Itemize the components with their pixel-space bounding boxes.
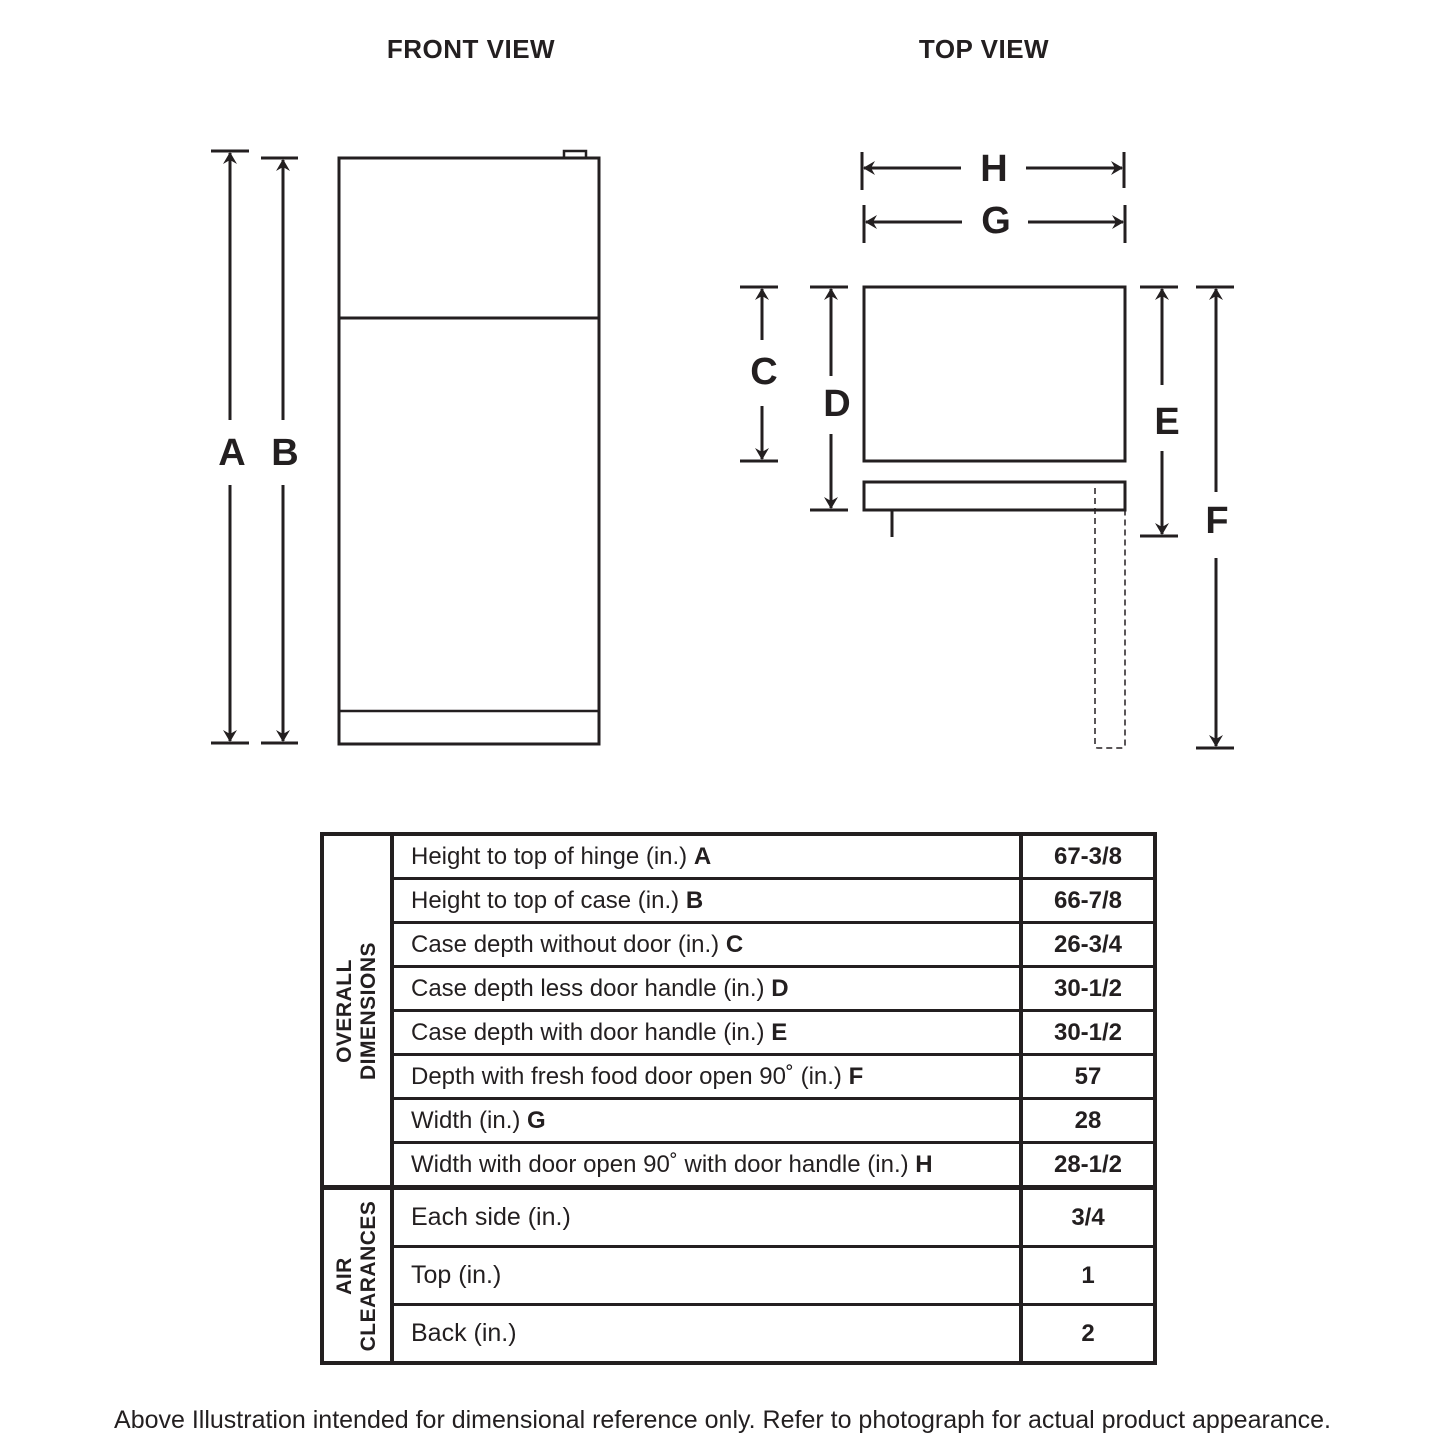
row-value: 28-1/2: [1021, 1143, 1155, 1188]
row-value: 57: [1021, 1055, 1155, 1099]
row-label: Case depth with door handle (in.) E: [392, 1011, 1021, 1055]
label-e: E: [1154, 401, 1180, 443]
top-view-fridge: [864, 287, 1125, 748]
row-value: 30-1/2: [1021, 967, 1155, 1011]
row-label: Case depth without door (in.) C: [392, 923, 1021, 967]
front-view-title: FRONT VIEW: [386, 34, 556, 64]
row-label: Width with door open 90˚ with door handle (in.) H: [392, 1143, 1021, 1188]
row-label: Height to top of hinge (in.) A: [392, 834, 1021, 879]
row-value: 28: [1021, 1099, 1155, 1143]
table-row: [322, 1247, 1155, 1305]
label-f: F: [1205, 500, 1229, 542]
label-b: B: [271, 432, 299, 474]
table-row: [322, 923, 1155, 967]
label-h: H: [980, 148, 1008, 190]
dimensions-table: [320, 832, 1157, 1365]
table-row: [322, 879, 1155, 923]
row-label: Case depth less door handle (in.) D: [392, 967, 1021, 1011]
table-row: [322, 1055, 1155, 1099]
row-value: 3/4: [1021, 1188, 1155, 1247]
row-label: Each side (in.): [392, 1188, 1021, 1247]
row-label: Back (in.): [392, 1305, 1021, 1364]
table-row: [322, 967, 1155, 1011]
table-row: [322, 834, 1155, 879]
row-value: 66-7/8: [1021, 879, 1155, 923]
row-value: 26-3/4: [1021, 923, 1155, 967]
front-view-fridge: [339, 151, 599, 744]
table-row: [322, 1011, 1155, 1055]
label-c: C: [750, 351, 778, 393]
row-label: Top (in.): [392, 1247, 1021, 1305]
row-label: Depth with fresh food door open 90˚ (in.) F: [392, 1055, 1021, 1099]
row-label: Height to top of case (in.) B: [392, 879, 1021, 923]
table-row: [322, 1143, 1155, 1188]
top-view-title: TOP VIEW: [918, 34, 1050, 64]
table-row: [322, 1099, 1155, 1143]
disclaimer-footer: Above Illustration intended for dimensional reference only. Refer to photograph for actual product appearance.: [114, 1406, 1331, 1434]
section-air-clearances: [322, 1188, 392, 1364]
table-row: [322, 1188, 1155, 1247]
label-a: A: [218, 432, 246, 474]
row-value: 1: [1021, 1247, 1155, 1305]
table-row: [322, 1305, 1155, 1364]
label-d: D: [823, 383, 851, 425]
section-title: AIR CLEARANCES: [333, 1200, 380, 1351]
label-g: G: [981, 200, 1011, 242]
section-overall-dimensions: [322, 834, 392, 1188]
row-value: 67-3/8: [1021, 834, 1155, 879]
section-title: OVERALL DIMENSIONS: [333, 941, 380, 1080]
row-label: Width (in.) G: [392, 1099, 1021, 1143]
row-value: 30-1/2: [1021, 1011, 1155, 1055]
row-value: 2: [1021, 1305, 1155, 1364]
